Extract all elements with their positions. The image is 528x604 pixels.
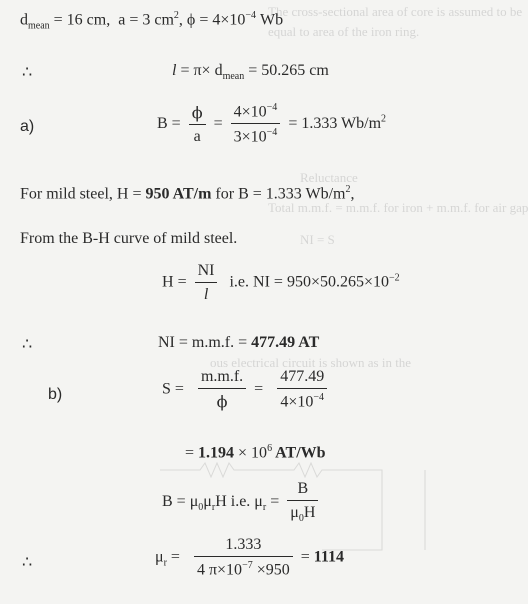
bleed-text-4: Total m.m.f. = m.m.f. for iron + m.m.f. for air gap [268,200,528,215]
permeability-relation: $B = \mu_0\mu_rH$ i.e. $\mu_r$ = $\frac{B}{\mu_0H}$ [162,480,322,524]
given-values: $d_{mean} = 16$ cm, a = 3 $cm^2$, $\phi = 4\times 10^{-4}$ Wb [20,10,284,32]
field-strength-equation: H = $\frac{NI}{l}$ i.e. NI = $950\times 50.265\times 10^{-2}$ [162,262,400,303]
mild-steel-statement: For mild steel, H = 950 AT/m for B = 1.333 $Wb/m^2$, [20,184,355,203]
bleed-text-1: The cross-sectional area of core is assumed to be [268,4,523,19]
flux-density-equation: B = $\frac{\phi}{a}$ = $\frac{4\times 10^{-4}}{3\times 10^{-4}}$ = 1.333 $Wb/m^2$ [157,102,387,146]
bh-curve-note: From the B-H curve of mild steel. [20,230,238,247]
therefore-symbol: ∴ [22,64,33,81]
length-equation: $l = \pi\times d_{mean} = 50.265$ cm [172,62,329,83]
reluctance-equation: S = $\frac{m.m.f.}{\phi}$ = $\frac{477.49}{4\times 10^{-4}}$ [162,368,331,411]
bleed-text-2: equal to area of the iron ring. [268,24,420,39]
mmf-equation: NI = m.m.f. = 477.49 AT [158,334,320,351]
bleed-text-3: Reluctance [300,170,358,185]
part-b-label: b) [48,386,63,403]
therefore-symbol: ∴ [22,336,33,353]
therefore-symbol: ∴ [22,554,33,571]
bleed-text-5: NI = S [300,232,335,247]
part-a-label: a) [20,118,35,135]
reluctance-result: = $1.194 \times 10^6$ AT/Wb [185,443,326,462]
bleed-text-6: ous electrical circuit is shown as in the [210,355,412,370]
relative-permeability-result: $\mu_r$ = $\frac{1.333}{4 \pi\times 10^{-7} \times 950}$ = 1114 [155,536,344,579]
